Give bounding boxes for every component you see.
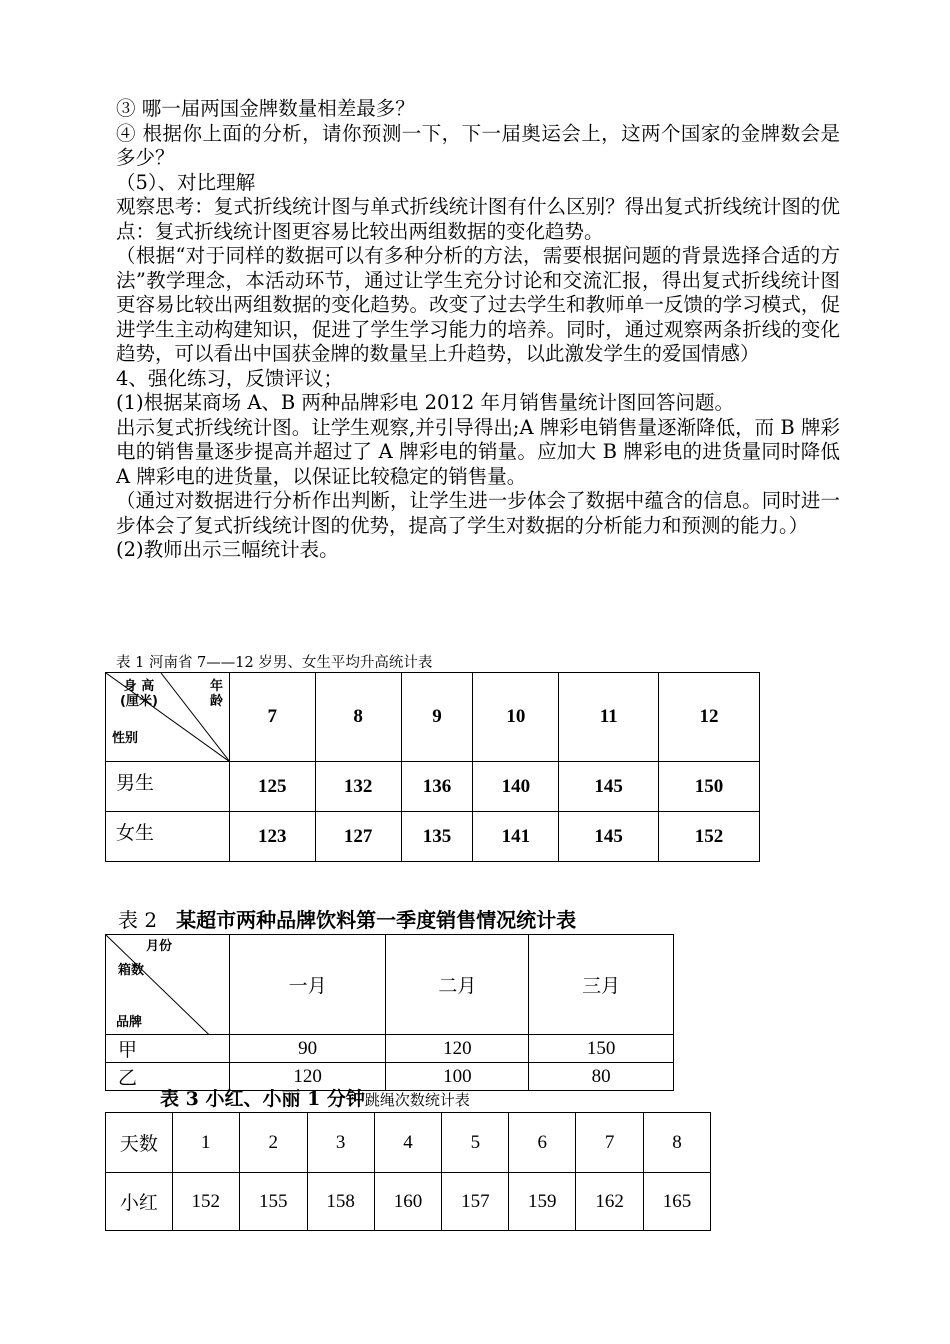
table-cell: 155 bbox=[239, 1173, 307, 1231]
paragraph: 4、强化练习，反馈评议； bbox=[116, 366, 343, 390]
day-header: 5 bbox=[442, 1113, 509, 1173]
table-cell: 162 bbox=[576, 1173, 644, 1231]
table-cell: 158 bbox=[307, 1173, 374, 1231]
table-row bbox=[106, 762, 760, 812]
paragraph: （通过对数据进行分析作出判断，让学生进一步体会了数据中蕴含的信息。同时进一步体会了复式折线统计图的优势，提高了学生对数据的分析能力和预测的能力。） bbox=[116, 489, 840, 537]
table-cell: 120 bbox=[229, 1063, 386, 1091]
paragraph: (1)根据某商场 A、B 两种品牌彩电 2012 年月销售量统计图回答问题。 bbox=[116, 391, 734, 414]
gender-label: 性别 bbox=[112, 731, 139, 746]
paragraph: ③ 哪一届两国金牌数量相差最多？ bbox=[116, 97, 415, 120]
table1-caption: 表 1 河南省 7——12 岁男、女生平均升高统计表 bbox=[116, 655, 433, 671]
brand-label: 品牌 bbox=[116, 1015, 143, 1030]
age-header: 12 bbox=[659, 673, 760, 762]
age-label: 年 龄 bbox=[210, 679, 224, 709]
table-cell: 152 bbox=[172, 1173, 239, 1231]
table-cell: 150 bbox=[659, 762, 760, 812]
table-cell: 145 bbox=[559, 762, 659, 812]
table-cell: 152 bbox=[659, 812, 760, 862]
month-header: 三月 bbox=[529, 935, 674, 1035]
table-cell: 157 bbox=[442, 1173, 509, 1231]
day-header: 4 bbox=[374, 1113, 442, 1173]
table-cell: 135 bbox=[401, 812, 473, 862]
table-cell: 141 bbox=[473, 812, 559, 862]
day-header: 6 bbox=[509, 1113, 576, 1173]
table-cell: 136 bbox=[401, 762, 473, 812]
age-header: 10 bbox=[473, 673, 559, 762]
age-header: 7 bbox=[229, 673, 315, 762]
day-header: 2 bbox=[239, 1113, 307, 1173]
paragraph: (2)教师出示三幅统计表。 bbox=[116, 538, 339, 561]
day-header: 7 bbox=[576, 1113, 644, 1173]
days-header: 天数 bbox=[106, 1113, 173, 1173]
table-cell: 127 bbox=[315, 812, 401, 862]
table-cell: 160 bbox=[374, 1173, 442, 1231]
table-cell: 145 bbox=[559, 812, 659, 862]
paragraph: 出示复式折线统计图。让学生观察,并引导得出;A 牌彩电销售量逐渐降低，而 B 牌彩电的销售量逐步提高并超过了 A 牌彩电的销量。应加大 B 牌彩电的进货量同时降低 A 牌彩电的进货量，以保证比较稳定的销售量。 bbox=[116, 415, 840, 488]
table-cell: 140 bbox=[473, 762, 559, 812]
table-cell: 150 bbox=[529, 1035, 674, 1063]
month-label: 月份 bbox=[146, 939, 173, 954]
table-cell: 159 bbox=[509, 1173, 576, 1231]
drink-sales-table bbox=[105, 934, 674, 1091]
table-row bbox=[106, 812, 760, 862]
table2-caption: 表 2 某超市两种品牌饮料第一季度销售情况统计表 bbox=[118, 908, 577, 932]
table-row bbox=[106, 1173, 711, 1231]
height-stats-table bbox=[105, 672, 760, 862]
row-label: 女生 bbox=[106, 812, 230, 862]
rope-skipping-table bbox=[105, 1112, 711, 1231]
table1-corner-cell bbox=[106, 673, 230, 762]
table-cell: 123 bbox=[229, 812, 315, 862]
height-unit-label: 身 高 (厘米) bbox=[120, 679, 158, 709]
age-header: 11 bbox=[559, 673, 659, 762]
row-label: 男生 bbox=[106, 762, 230, 812]
row-label: 乙 bbox=[106, 1063, 230, 1091]
row-label: 甲 bbox=[106, 1035, 230, 1063]
body-text bbox=[116, 97, 840, 563]
day-header: 1 bbox=[172, 1113, 239, 1173]
table3-caption: 表 3 小红、小丽 1 分钟跳绳次数统计表 bbox=[160, 1088, 470, 1110]
table-row bbox=[106, 1113, 711, 1173]
paragraph: ④ 根据你上面的分析，请你预测一下，下一届奥运会上，这两个国家的金牌数会是多少？ bbox=[116, 121, 840, 169]
paragraph: （根据“对于同样的数据可以有多种分析的方法，需要根据问题的背景选择合适的方法”教学理念，本活动环节，通过让学生充分讨论和交流汇报，得出复式折线统计图更容易比较出两组数据的变化趋势。改变了过去学生和教师单一反馈的学习模式，促进学生主动构建知识，促进了学生学习能力的培养。同时，通过观察两条折线的变化趋势，可以看出中国获金牌的数量呈上升趋势，以此激发学生的爱国情感） bbox=[116, 244, 840, 365]
paragraph: （5）、对比理解 bbox=[116, 170, 256, 194]
document-page bbox=[116, 97, 840, 563]
month-header: 一月 bbox=[229, 935, 386, 1035]
day-header: 3 bbox=[307, 1113, 374, 1173]
table-row bbox=[106, 1035, 674, 1063]
row-label: 小红 bbox=[106, 1173, 173, 1231]
table-cell: 100 bbox=[386, 1063, 529, 1091]
table2-corner-cell bbox=[106, 935, 230, 1035]
day-header: 8 bbox=[644, 1113, 711, 1173]
table-cell: 80 bbox=[529, 1063, 674, 1091]
table-cell: 120 bbox=[386, 1035, 529, 1063]
age-header: 9 bbox=[401, 673, 473, 762]
box-count-label: 箱数 bbox=[118, 963, 145, 978]
month-header: 二月 bbox=[386, 935, 529, 1035]
table-cell: 90 bbox=[229, 1035, 386, 1063]
age-header: 8 bbox=[315, 673, 401, 762]
table-cell: 125 bbox=[229, 762, 315, 812]
paragraph: 观察思考：复式折线统计图与单式折线统计图有什么区别？得出复式折线统计图的优点：复式折线统计图更容易比较出两组数据的变化趋势。 bbox=[116, 195, 840, 243]
table-cell: 132 bbox=[315, 762, 401, 812]
table-cell: 165 bbox=[644, 1173, 711, 1231]
